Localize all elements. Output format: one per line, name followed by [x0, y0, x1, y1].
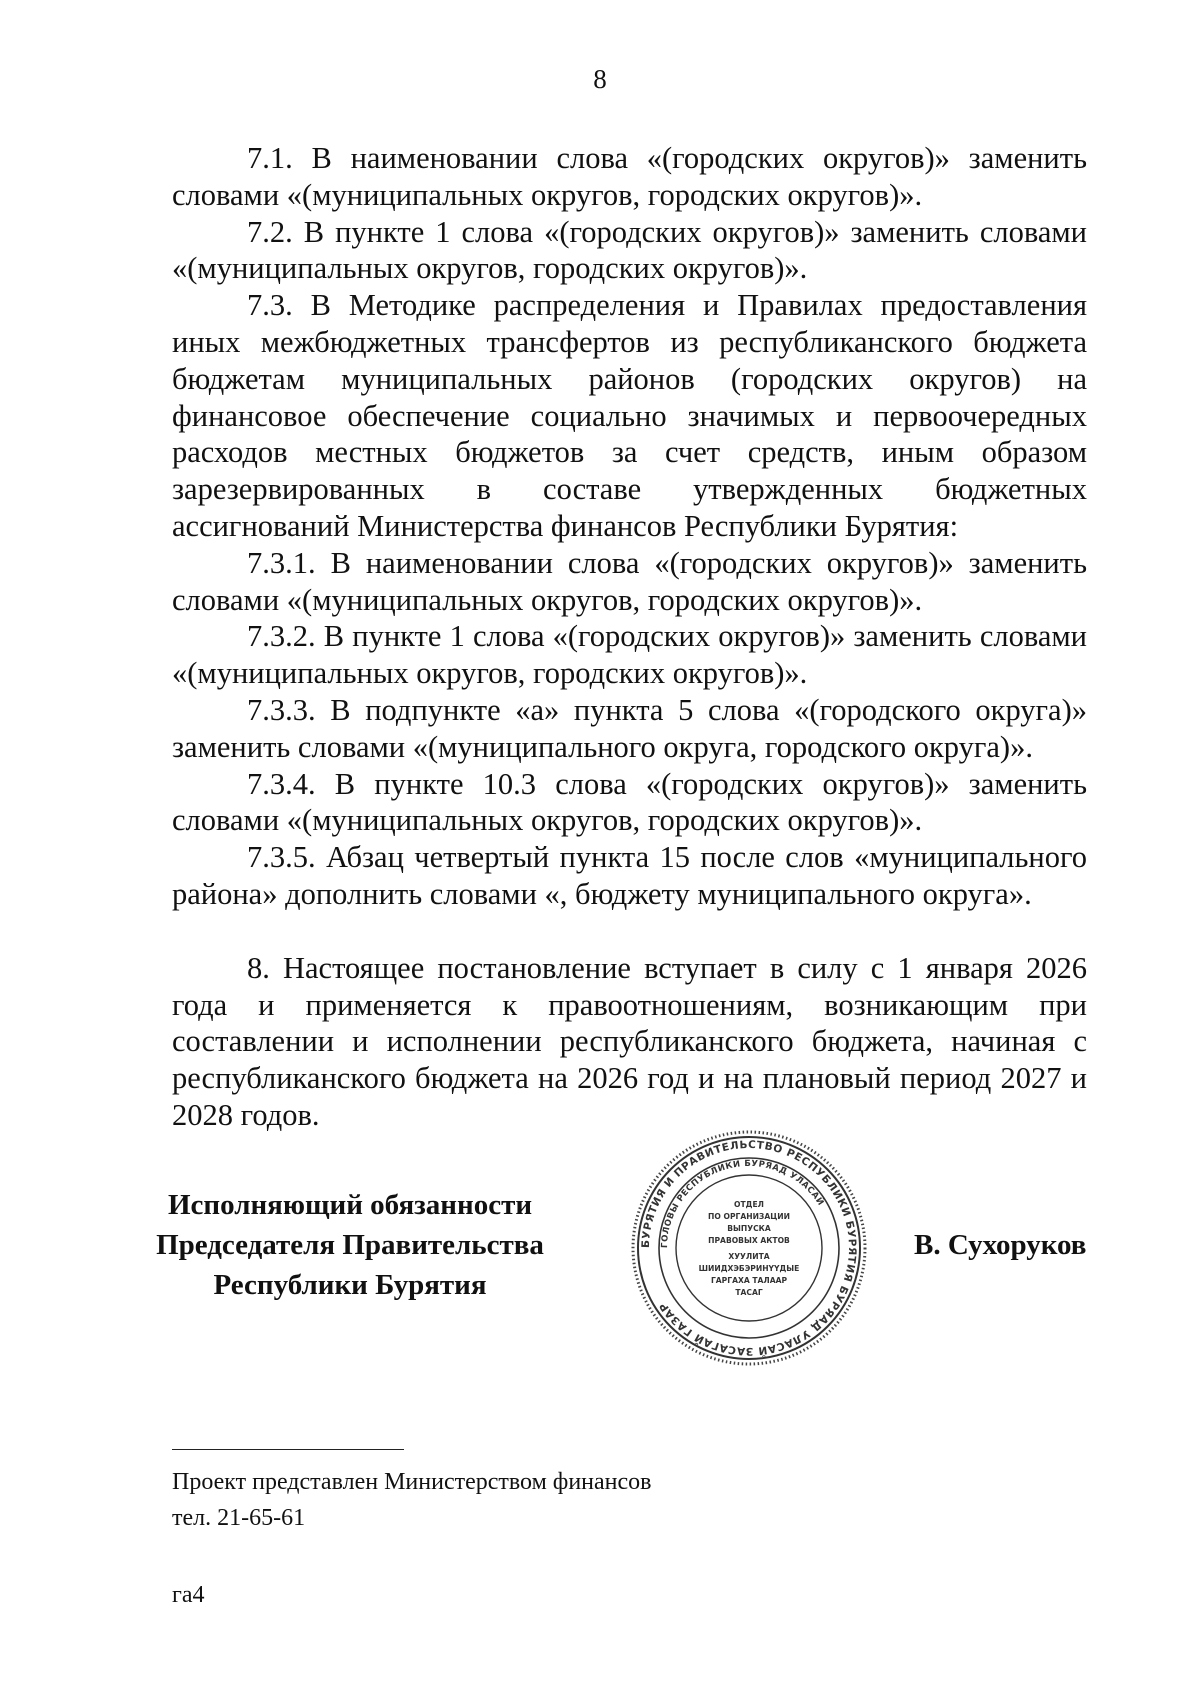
seal-center-line: ГАРГАХА ТАЛААР: [710, 1276, 788, 1285]
paragraph-7-3-1: 7.3.1. В наименовании слова «(городских округов)» заменить словами «(муниципальных округов, городских округов)».: [172, 545, 1087, 617]
official-seal-stamp: [629, 1128, 869, 1368]
document-body: [172, 140, 1087, 1134]
footnote: [172, 1464, 652, 1536]
footnote-author-line: Проект представлен Министерством финансов: [172, 1469, 652, 1495]
paragraph-7-1: 7.1. В наименовании слова «(городских округов)» заменить словами «(муниципальных округов, городских округов)».: [172, 141, 1087, 212]
paragraph-7-3-4: 7.3.4. В пункте 10.3 слова «(городских округов)» заменить словами «(муниципальных округов, городских округов)».: [172, 766, 1087, 838]
paragraph-7-3: 7.3. В Методике распределения и Правилах предоставления иных межбюджетных трансфертов из республиканского бюджета бюджетам муниципальных районов (городских округов) на финансовое обеспечение социально значимых и первоочередных расходов местных бюджетов за счет средств, иным образом зарезервированных в составе утвержденных бюджетных ассигнований Министерства финансов Республики Бурятия:: [172, 288, 1087, 543]
seal-center-line: ПРАВОВЫХ АКТОВ: [708, 1236, 790, 1245]
seal-center-line: ШИИДХЭБЭРИНҮҮДЫЕ: [698, 1264, 800, 1273]
svg-text:БУРЯТИЯ И ПРАВИТЕЛЬСТВО РЕСПУБ: [640, 1139, 858, 1358]
signatory-name: В. Сухоруков: [914, 1229, 1087, 1261]
paragraph-7-3-5: 7.3.5. Абзац четвертый пункта 15 после слов «муниципального района» дополнить словами «, бюджету муниципального округа».: [172, 840, 1087, 911]
seal-center-line: ВЫПУСКА: [727, 1224, 771, 1233]
page-number: 8: [593, 64, 607, 94]
footnote-phone-line: тел. 21-65-61: [172, 1505, 306, 1531]
paragraph-7-3-2: 7.3.2. В пункте 1 слова «(городских округов)» заменить словами «(муниципальных округов, городских округов)».: [172, 619, 1087, 691]
seal-center-line: ПО ОРГАНИЗАЦИИ: [708, 1212, 790, 1221]
signatory-title-line: Исполняющий обязанности: [167, 1189, 533, 1221]
seal-inner-ring-text: ГОЛОВЫ РЕСПУБЛИКИ БУРЯАД УЛАСАЙ: [659, 1158, 826, 1249]
paragraph-7-3-3: 7.3.3. В подпункте «а» пункта 5 слова «(городского округа)» заменить словами «(муниципального округа, городского округа)».: [172, 692, 1087, 764]
seal-center-line: ТАСАГ: [735, 1288, 763, 1297]
footnote-divider: [172, 1449, 404, 1450]
paragraph-7-2: 7.2. В пункте 1 слова «(городских округов)» заменить словами «(муниципальных округов, городских округов)».: [172, 214, 1087, 286]
seal-center-line: ОТДЕЛ: [734, 1200, 764, 1209]
paragraph-8: 8. Настоящее постановление вступает в силу с 1 января 2026 года и применяется к правоотношениям, возникающим при составлении и исполнении республиканского бюджета, начиная с республиканского бюджета на 2026 год и на плановый период 2027 и 2028 годов.: [172, 950, 1087, 1132]
seal-center-line: ХУУЛИТА: [728, 1252, 770, 1261]
document-code: га4: [172, 1582, 205, 1608]
signatory-title: [150, 1185, 550, 1305]
signatory-title-line: Республики Бурятия: [213, 1269, 487, 1301]
signatory-title-line: Председателя Правительства: [156, 1229, 544, 1261]
seal-outer-ring-text: БУРЯТИЯ И ПРАВИТЕЛЬСТВО РЕСПУБЛИКИ БУРЯТИЯ БУРЯАД УЛАСАЙ ЗАСАГАЙ ГАЗАР: [639, 1138, 859, 1358]
